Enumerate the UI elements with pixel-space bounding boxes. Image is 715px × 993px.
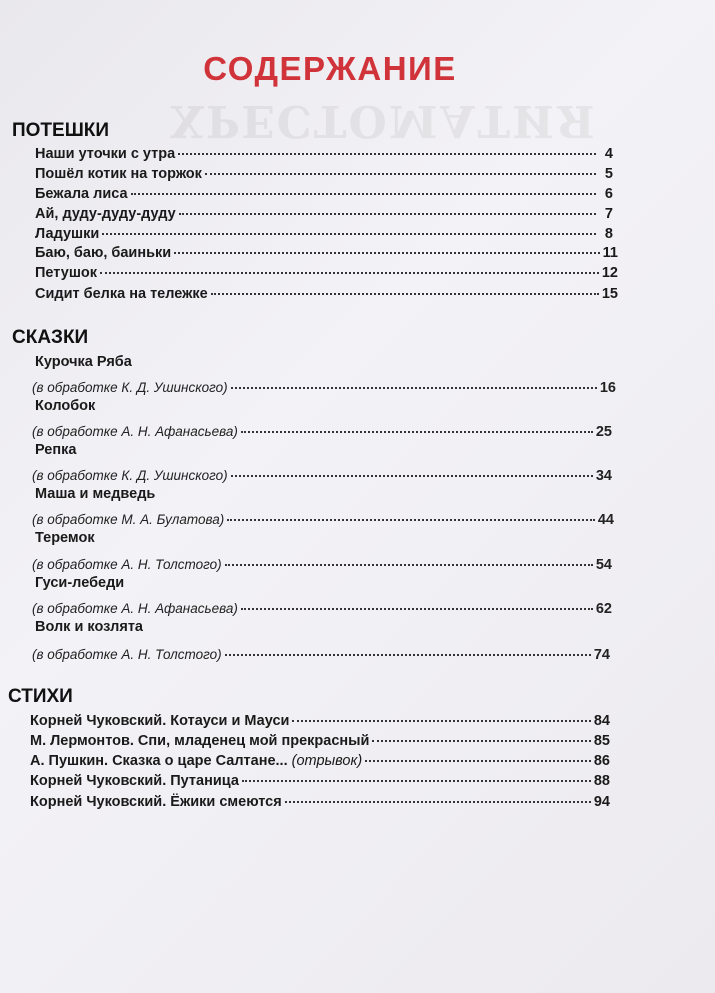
toc-entry-title: Баю, баю, баиньки <box>35 245 172 261</box>
toc-entry-page: 6 <box>604 186 613 202</box>
dot-leader <box>242 780 591 782</box>
toc-entry[interactable] <box>35 206 613 222</box>
toc-entry[interactable] <box>30 794 610 810</box>
section-heading-stikhi: СТИХИ <box>8 686 73 707</box>
toc-entry-title[interactable]: Гуси-лебеди <box>35 575 125 591</box>
toc-entry-page: 12 <box>601 265 618 281</box>
toc-entry-byline[interactable] <box>32 601 612 617</box>
toc-entry-page: 62 <box>595 601 612 617</box>
toc-entry-byline[interactable] <box>32 647 610 663</box>
toc-entry-title: Сидит белка на тележке <box>35 286 208 302</box>
toc-entry-page: 7 <box>604 206 613 222</box>
toc-entry-title: Ай, дуду-дуду-дуду <box>35 206 176 222</box>
toc-entry-title[interactable]: Репка <box>35 442 77 458</box>
toc-entry-page: 94 <box>593 794 610 810</box>
toc-entry-page: 44 <box>597 512 614 528</box>
toc-entry-title: М. Лермонтов. Спи, младенец мой прекрасный <box>30 733 370 749</box>
toc-entry-page: 54 <box>595 557 612 573</box>
toc-entry-page: 74 <box>593 647 610 663</box>
dot-leader <box>241 431 593 433</box>
toc-entry-byline[interactable] <box>32 557 612 573</box>
toc-entry-page: 84 <box>593 713 610 729</box>
show-through-text: ХРЕСТОМАТИЯ <box>170 95 597 146</box>
dot-leader <box>102 233 596 235</box>
toc-entry-page: 5 <box>604 166 613 182</box>
toc-entry-title[interactable]: Волк и козлята <box>35 619 143 635</box>
toc-entry-title: А. Пушкин. Сказка о царе Салтане... <box>30 753 288 769</box>
toc-entry-title: Петушок <box>35 265 98 281</box>
toc-entry-page: 88 <box>593 773 610 789</box>
toc-entry-title[interactable]: Теремок <box>35 530 95 546</box>
dot-leader <box>225 654 591 656</box>
toc-entry-title: Корней Чуковский. Ёжики смеются <box>30 794 282 810</box>
toc-entry-note: (в обработке А. Н. Афанасьева) <box>32 601 238 616</box>
dot-leader <box>292 720 590 722</box>
toc-entry-note: (в обработке А. Н. Афанасьева) <box>32 424 238 439</box>
toc-entry-page: 8 <box>604 226 613 242</box>
dot-leader <box>231 387 597 389</box>
toc-entry-title: Ладушки <box>35 226 100 242</box>
toc-entry-note: (в обработке К. Д. Ушинского) <box>32 380 228 395</box>
toc-entry-page: 11 <box>602 245 618 261</box>
dot-leader <box>100 272 599 274</box>
toc-entry[interactable] <box>35 226 613 242</box>
toc-entry[interactable] <box>35 265 618 281</box>
toc-entry[interactable] <box>35 245 618 261</box>
toc-entry-page: 25 <box>595 424 612 440</box>
toc-entry-note: (в обработке А. Н. Толстого) <box>32 647 222 662</box>
toc-entry-page: 86 <box>593 753 610 769</box>
toc-entry-title[interactable]: Курочка Ряба <box>35 354 132 370</box>
toc-entry[interactable] <box>30 713 610 729</box>
toc-entry-byline[interactable] <box>32 380 616 396</box>
toc-entry-note: (в обработке М. А. Булатова) <box>32 512 225 527</box>
toc-entry-title: Бежала лиса <box>35 186 128 202</box>
dot-leader <box>372 740 590 742</box>
toc-entry-page: 15 <box>601 286 618 302</box>
toc-entry-page: 4 <box>604 146 613 162</box>
toc-entry-note: (в обработке А. Н. Толстого) <box>32 557 222 572</box>
dot-leader <box>131 193 596 195</box>
page-title: СОДЕРЖАНИЕ <box>203 50 457 87</box>
toc-entry-byline[interactable] <box>32 468 612 484</box>
dot-leader <box>231 475 593 477</box>
dot-leader <box>211 293 599 295</box>
dot-leader <box>365 760 591 762</box>
section-heading-skazki: СКАЗКИ <box>12 327 89 348</box>
toc-entry-byline[interactable] <box>32 512 614 528</box>
toc-entry-page: 16 <box>599 380 616 396</box>
toc-entry[interactable] <box>35 146 613 162</box>
toc-entry[interactable] <box>35 166 613 182</box>
toc-entry[interactable] <box>30 773 610 789</box>
toc-entry[interactable] <box>35 286 618 302</box>
dot-leader <box>225 564 593 566</box>
toc-entry-title[interactable]: Маша и медведь <box>35 486 156 502</box>
toc-entry-title[interactable]: Колобок <box>35 398 96 414</box>
dot-leader <box>227 519 595 521</box>
section-heading-poteshki: ПОТЕШКИ <box>12 120 110 141</box>
toc-entry-page: 34 <box>595 468 612 484</box>
toc-entry-byline[interactable] <box>32 424 612 440</box>
toc-entry[interactable] <box>35 186 613 202</box>
toc-entry-title: Корней Чуковский. Котауси и Мауси <box>30 713 290 729</box>
toc-entry-note: (отрывок) <box>291 753 363 769</box>
toc-entry-note: (в обработке К. Д. Ушинского) <box>32 468 228 483</box>
dot-leader <box>285 801 591 803</box>
dot-leader <box>178 153 596 155</box>
toc-entry-title: Пошёл котик на торжок <box>35 166 202 182</box>
toc-entry-title: Корней Чуковский. Путаница <box>30 773 239 789</box>
dot-leader <box>179 213 596 215</box>
dot-leader <box>241 608 593 610</box>
toc-entry-page: 85 <box>593 733 610 749</box>
toc-entry[interactable] <box>30 733 610 749</box>
toc-entry[interactable] <box>30 753 610 769</box>
toc-entry-title: Наши уточки с утра <box>35 146 176 162</box>
dot-leader <box>205 173 596 175</box>
dot-leader <box>174 252 599 254</box>
